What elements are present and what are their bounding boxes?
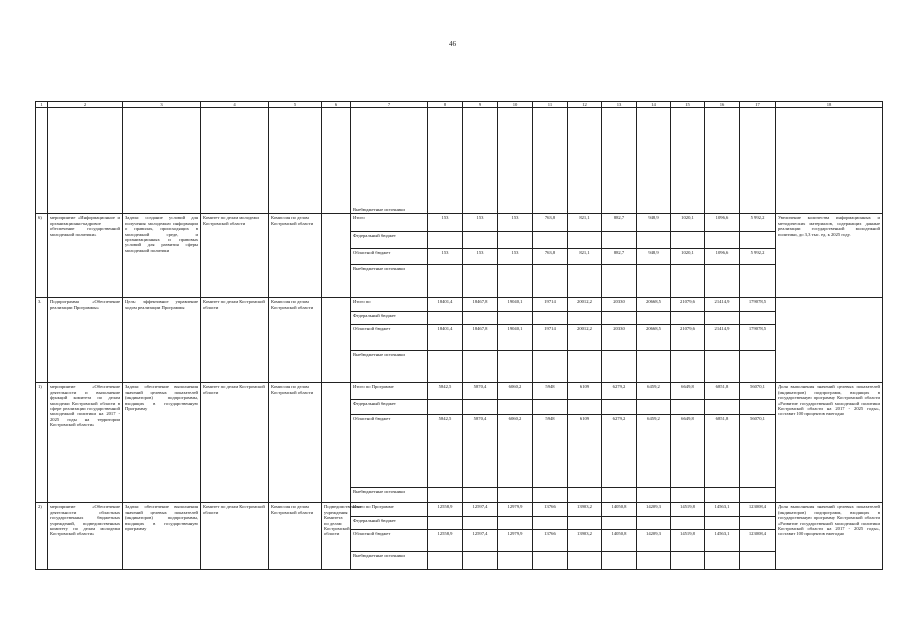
value-cell [602, 312, 637, 325]
column-number-cell: 16 [705, 102, 740, 108]
value-cell: 12597,4 [463, 503, 498, 517]
value-cell: 20668,5 [637, 325, 671, 351]
value-cell [705, 232, 740, 249]
item-executor: Комитет по делам молодежи Костромской области [201, 214, 269, 298]
value-cell [637, 265, 671, 298]
value-cell: 821,1 [568, 249, 602, 265]
empty-cell [48, 108, 123, 214]
value-cell [671, 517, 705, 530]
value-cell: 6459,2 [637, 415, 671, 488]
value-cell: 6649,8 [671, 383, 705, 400]
value-cell [671, 488, 705, 503]
value-cell: 179078,5 [740, 325, 776, 351]
value-cell [740, 265, 776, 298]
value-cell [602, 400, 637, 415]
item-result [776, 298, 883, 383]
item-number: 2) [36, 503, 48, 570]
source-cell: Итого по Программе [351, 503, 428, 517]
value-cell [568, 488, 602, 503]
value-cell: 20012,2 [568, 325, 602, 351]
column-number-cell: 2 [48, 102, 123, 108]
source-cell: Внебюджетные источники [351, 265, 428, 298]
value-cell [533, 232, 568, 249]
value-cell [428, 400, 463, 415]
value-cell: 19714 [533, 325, 568, 351]
value-cell: 5948 [533, 415, 568, 488]
value-cell: 882,7 [602, 214, 637, 232]
value-cell: 179078,5 [740, 298, 776, 312]
value-cell: 18467,8 [463, 325, 498, 351]
value-cell: 14050,8 [602, 530, 637, 552]
value-cell: 14563,1 [705, 530, 740, 552]
value-cell [568, 400, 602, 415]
source-cell: Федеральный бюджет [351, 312, 428, 325]
value-cell: 18401,4 [428, 325, 463, 351]
value-cell: 6649,8 [671, 415, 705, 488]
column-number-cell: 13 [602, 102, 637, 108]
value-cell: 6851,8 [705, 383, 740, 400]
source-cell: Федеральный бюджет [351, 232, 428, 249]
empty-cell [201, 108, 269, 214]
value-cell [740, 400, 776, 415]
value-cell [671, 400, 705, 415]
item-result: Доля выполнения значений целевых показателей (индикаторов) подпрограмм, входящих в государственную программу Костромской области «Развитие государственной молодежной политики Костромской области на 2017 - 2025 годы», составит 100 процентов ежегодно [776, 383, 883, 503]
item-result: Доля выполнения значений целевых показателей (индикаторов) подпрограмм, входящих в государственную программу Костромской области «Развитие государственной молодежной политики Костромской области на 2017 - 2025 годы», составит 100 процентов ежегодно [776, 503, 883, 570]
value-cell: 13903,2 [568, 530, 602, 552]
value-cell [602, 488, 637, 503]
value-cell: 14519,8 [671, 503, 705, 517]
empty-cell [36, 108, 48, 214]
value-cell: 56070,1 [740, 383, 776, 400]
value-cell: 123008,4 [740, 530, 776, 552]
value-cell [428, 488, 463, 503]
value-cell: 14209,3 [637, 530, 671, 552]
item-coexecutor: Комиссия по делам Костромской области [269, 383, 322, 503]
value-cell: 5870,4 [463, 415, 498, 488]
value-cell: 6279,2 [602, 415, 637, 488]
value-cell: 12979,9 [498, 530, 533, 552]
value-cell: 153 [463, 214, 498, 232]
value-cell: 12558,9 [428, 503, 463, 517]
source-cell: Областной бюджет [351, 325, 428, 351]
item-col6: Подведомственные учреждения Комитета по делам Костромской области [322, 503, 351, 570]
item-task: Задача: создание условий для получения молодежью информации о правилах, происходящих в молодежной среде, и организационных и правовых условий для развития сферы молодежной политики [123, 214, 201, 298]
value-cell [568, 232, 602, 249]
value-cell [533, 351, 568, 383]
value-cell: 6459,2 [637, 383, 671, 400]
column-number-cell: 12 [568, 102, 602, 108]
continuation-row [36, 108, 883, 214]
value-cell [637, 400, 671, 415]
item-name: мероприятие «Обеспечение деятельности и выполнение функций комитета по делам молодежи Костромской области в сфере реализации государственной молодежной политики на 2017 - 2025 годы на территории Костромской области» [48, 383, 123, 503]
value-cell [568, 517, 602, 530]
value-cell: 12979,9 [498, 503, 533, 517]
value-cell [671, 232, 705, 249]
value-cell [498, 517, 533, 530]
value-cell [428, 312, 463, 325]
value-cell: 6060,2 [498, 415, 533, 488]
value-cell [428, 351, 463, 383]
value-cell [602, 232, 637, 249]
value-cell [568, 312, 602, 325]
value-cell: 6109 [568, 383, 602, 400]
item-task: Задача: обеспечение выполнения значений целевых показателей (индикаторов) подпрограммы, входящих в государственную программу [123, 503, 201, 570]
source-cell: Внебюджетные источники [351, 552, 428, 570]
value-cell: 56070,1 [740, 415, 776, 488]
column-number-cell: 1 [36, 102, 48, 108]
value-cell [533, 265, 568, 298]
value-cell: 5842,5 [428, 383, 463, 400]
value-cell: 1020,1 [671, 214, 705, 232]
value-cell: 19040,1 [498, 298, 533, 312]
value-cell: 12597,4 [463, 530, 498, 552]
page-number: 46 [449, 40, 456, 48]
value-cell [463, 265, 498, 298]
value-cell [463, 517, 498, 530]
item-result: Увеличение количества информационных и методических материалов, содержащих данные реализации государственной молодежной политики, до 3,3 тыс. ед. к 2025 году. [776, 214, 883, 298]
value-cell: 153 [498, 249, 533, 265]
sec1-row [36, 383, 883, 400]
value-cell [533, 517, 568, 530]
source-cell: Итого [351, 214, 428, 232]
value-cell: 14519,8 [671, 530, 705, 552]
source-cell: Итого по Программе [351, 383, 428, 400]
empty-cell [428, 108, 463, 214]
value-cell [498, 265, 533, 298]
value-cell: 21414,9 [705, 325, 740, 351]
value-cell [705, 312, 740, 325]
empty-cell [740, 108, 776, 214]
value-cell [463, 488, 498, 503]
column-number-cell: 18 [776, 102, 883, 108]
value-cell [533, 552, 568, 570]
source-cell: Внебюджетные источники [351, 351, 428, 383]
value-cell [568, 265, 602, 298]
empty-cell [637, 108, 671, 214]
value-cell [463, 232, 498, 249]
value-cell: 5 992,2 [740, 214, 776, 232]
value-cell [533, 488, 568, 503]
item-number: 3. [36, 298, 48, 383]
value-cell [463, 552, 498, 570]
value-cell [498, 488, 533, 503]
item-task: Задача: обеспечение выполнения значений целевых показателей (индикаторов) подпрограммы, входящих в государственную Программу [123, 383, 201, 503]
value-cell [705, 517, 740, 530]
value-cell [602, 552, 637, 570]
value-cell [740, 351, 776, 383]
program-table [35, 101, 883, 570]
sec2-row [36, 503, 883, 517]
value-cell [637, 517, 671, 530]
value-cell: 18401,4 [428, 298, 463, 312]
value-cell: 19040,1 [498, 325, 533, 351]
value-cell [637, 232, 671, 249]
value-cell: 14209,3 [637, 503, 671, 517]
value-cell: 763,8 [533, 214, 568, 232]
value-cell: 948,9 [637, 249, 671, 265]
value-cell [637, 552, 671, 570]
value-cell [498, 552, 533, 570]
value-cell [428, 265, 463, 298]
value-cell [463, 351, 498, 383]
value-cell [637, 351, 671, 383]
column-number-cell: 3 [123, 102, 201, 108]
source-cell: Областной бюджет [351, 530, 428, 552]
source-cell: Внебюджетные источники [351, 488, 428, 503]
value-cell: 6851,8 [705, 415, 740, 488]
value-cell [671, 351, 705, 383]
empty-cell [776, 108, 883, 214]
value-cell [740, 312, 776, 325]
source-cell: Областной бюджет [351, 415, 428, 488]
value-cell [705, 400, 740, 415]
value-cell: 14563,1 [705, 503, 740, 517]
item-coexecutor: Комиссия по делам Костромской области [269, 298, 322, 383]
value-cell: 20668,5 [637, 298, 671, 312]
source-cell: Федеральный бюджет [351, 400, 428, 415]
source-cell: Федеральный бюджет [351, 517, 428, 530]
item-col6 [322, 298, 351, 383]
value-cell: 6060,2 [498, 383, 533, 400]
value-cell [463, 400, 498, 415]
source-cell: Внебюджетные источники [351, 108, 428, 214]
value-cell [602, 351, 637, 383]
empty-cell [671, 108, 705, 214]
item-executor: Комитет по делам Костромской области [201, 383, 269, 503]
item-col6 [322, 383, 351, 503]
value-cell: 6109 [568, 415, 602, 488]
value-cell [671, 552, 705, 570]
value-cell: 948,9 [637, 214, 671, 232]
column-number-cell: 10 [498, 102, 533, 108]
value-cell: 20330 [602, 298, 637, 312]
value-cell [498, 400, 533, 415]
value-cell [637, 488, 671, 503]
item-executor: Комитет по делам Костромской области [201, 503, 269, 570]
empty-cell [322, 108, 351, 214]
value-cell [705, 488, 740, 503]
value-cell: 18467,8 [463, 298, 498, 312]
value-cell: 1096,6 [705, 249, 740, 265]
value-cell [671, 312, 705, 325]
item-name: Подпрограмма «Обеспечение реализации Программы» [48, 298, 123, 383]
value-cell [463, 312, 498, 325]
column-number-cell: 5 [269, 102, 322, 108]
value-cell [428, 517, 463, 530]
source-cell: Итого по [351, 298, 428, 312]
column-number-cell: 14 [637, 102, 671, 108]
item-number: 6) [36, 214, 48, 298]
value-cell [498, 351, 533, 383]
empty-cell [705, 108, 740, 214]
value-cell: 14050,8 [602, 503, 637, 517]
value-cell: 12558,9 [428, 530, 463, 552]
value-cell: 21414,9 [705, 298, 740, 312]
item-coexecutor: Комиссия по делам Костромской области [269, 503, 322, 570]
value-cell: 5 992,2 [740, 249, 776, 265]
value-cell: 13766 [533, 530, 568, 552]
value-cell [428, 232, 463, 249]
value-cell: 19714 [533, 298, 568, 312]
value-cell: 1020,1 [671, 249, 705, 265]
value-cell [533, 312, 568, 325]
value-cell [568, 552, 602, 570]
value-cell: 21079,6 [671, 298, 705, 312]
empty-cell [498, 108, 533, 214]
empty-cell [269, 108, 322, 214]
item-name: мероприятие «Обеспечение деятельности областных государственных бюджетных учреждений, подведомственных комитету по делам молодежи Костромской области» [48, 503, 123, 570]
item-number: 1) [36, 383, 48, 503]
value-cell [705, 552, 740, 570]
value-cell [740, 488, 776, 503]
value-cell: 153 [463, 249, 498, 265]
value-cell: 20012,2 [568, 298, 602, 312]
value-cell: 13903,2 [568, 503, 602, 517]
value-cell [740, 517, 776, 530]
column-number-cell: 15 [671, 102, 705, 108]
value-cell [428, 552, 463, 570]
value-cell: 123008,4 [740, 503, 776, 517]
value-cell: 6279,2 [602, 383, 637, 400]
value-cell [602, 265, 637, 298]
empty-cell [123, 108, 201, 214]
item-col6 [322, 214, 351, 298]
value-cell: 5870,4 [463, 383, 498, 400]
value-cell [568, 351, 602, 383]
value-cell: 821,1 [568, 214, 602, 232]
value-cell: 153 [428, 214, 463, 232]
item-task: Цель: эффективное управление ходом реализации Программы [123, 298, 201, 383]
column-number-cell: 17 [740, 102, 776, 108]
value-cell [602, 517, 637, 530]
value-cell [671, 265, 705, 298]
value-cell: 5948 [533, 383, 568, 400]
value-cell: 21079,6 [671, 325, 705, 351]
column-number-cell: 6 [322, 102, 351, 108]
column-number-cell: 11 [533, 102, 568, 108]
value-cell [533, 400, 568, 415]
value-cell: 153 [428, 249, 463, 265]
value-cell [498, 312, 533, 325]
value-cell: 5842,5 [428, 415, 463, 488]
column-number-cell: 9 [463, 102, 498, 108]
value-cell: 13766 [533, 503, 568, 517]
value-cell [498, 232, 533, 249]
value-cell: 20330 [602, 325, 637, 351]
value-cell: 882,7 [602, 249, 637, 265]
empty-cell [533, 108, 568, 214]
value-cell [740, 232, 776, 249]
source-cell: Областной бюджет [351, 249, 428, 265]
value-cell: 153 [498, 214, 533, 232]
sec6-row [36, 214, 883, 232]
value-cell [637, 312, 671, 325]
column-number-cell: 4 [201, 102, 269, 108]
value-cell [705, 351, 740, 383]
column-number-cell: 8 [428, 102, 463, 108]
item-name: мероприятие «Информационное и организационно-кадровое обеспечение государственной молодежной политики» [48, 214, 123, 298]
empty-cell [602, 108, 637, 214]
value-cell [740, 552, 776, 570]
empty-cell [568, 108, 602, 214]
sec3-row [36, 298, 883, 312]
item-executor: Комитет по делам Костромской области [201, 298, 269, 383]
item-coexecutor: Комиссия по делам Костромской области [269, 214, 322, 298]
value-cell: 763,8 [533, 249, 568, 265]
value-cell: 1096,6 [705, 214, 740, 232]
empty-cell [463, 108, 498, 214]
column-number-cell: 7 [351, 102, 428, 108]
value-cell [705, 265, 740, 298]
